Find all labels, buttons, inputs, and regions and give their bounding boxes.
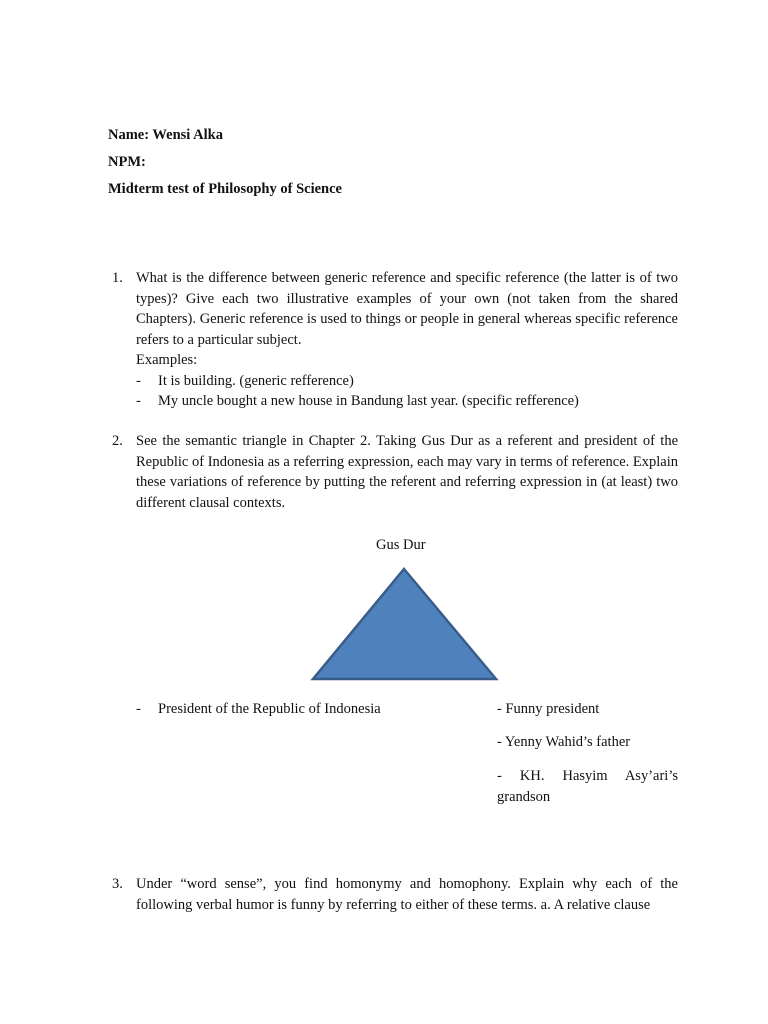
- question-text: Under “word sense”, you find homonymy and homophony. Explain why each of the following verbal humor is funny by referring to either of these terms. a. A relative clause: [136, 876, 678, 913]
- semantic-triangle: [310, 566, 500, 682]
- question-text: See the semantic triangle in Chapter 2. Taking Gus Dur as a referent and president of the Republic of Indonesia as a referring expression, each may vary in terms of reference. Explain these variations of reference by putting the referent and referring expression in (at least) two different clausal contexts.: [136, 433, 678, 511]
- triangle-top-label: Gus Dur: [376, 537, 426, 553]
- example-item: [112, 371, 678, 392]
- question-number: 3.: [112, 876, 123, 892]
- bullet-dash: -: [136, 393, 141, 409]
- question-text: What is the difference between generic reference and specific reference (the latter is of two types)? Give each two illustrative examples of your own (not taken from the shared Chapters). Generic reference is used to things or people in general whereas specific reference refers to a particular subject.: [136, 270, 678, 348]
- example-item: [112, 391, 678, 412]
- triangle-shape: [313, 569, 496, 679]
- question-3: [112, 874, 678, 915]
- question-1: [112, 268, 678, 412]
- left-dash: -: [136, 701, 141, 717]
- right-item-2: - Yenny Wahid’s father: [497, 734, 631, 750]
- examples-label: Examples:: [136, 352, 198, 368]
- right-item-3: - KH. Hasyim Asy’ari’s grandson: [497, 768, 678, 805]
- question-2: [112, 431, 678, 513]
- example-text: My uncle bought a new house in Bandung last year. (specific refference): [158, 393, 579, 409]
- student-name: Name: Wensi Alka: [108, 127, 223, 143]
- referring-expression-label: President of the Republic of Indonesia: [158, 701, 381, 717]
- bullet-dash: -: [136, 372, 141, 389]
- example-text: It is building. (generic refference): [158, 372, 354, 389]
- right-item-1: - Funny president: [497, 701, 600, 717]
- document-title: Midterm test of Philosophy of Science: [108, 181, 342, 197]
- question-number: 1.: [112, 270, 123, 286]
- student-npm: NPM:: [108, 154, 146, 170]
- question-number: 2.: [112, 433, 123, 449]
